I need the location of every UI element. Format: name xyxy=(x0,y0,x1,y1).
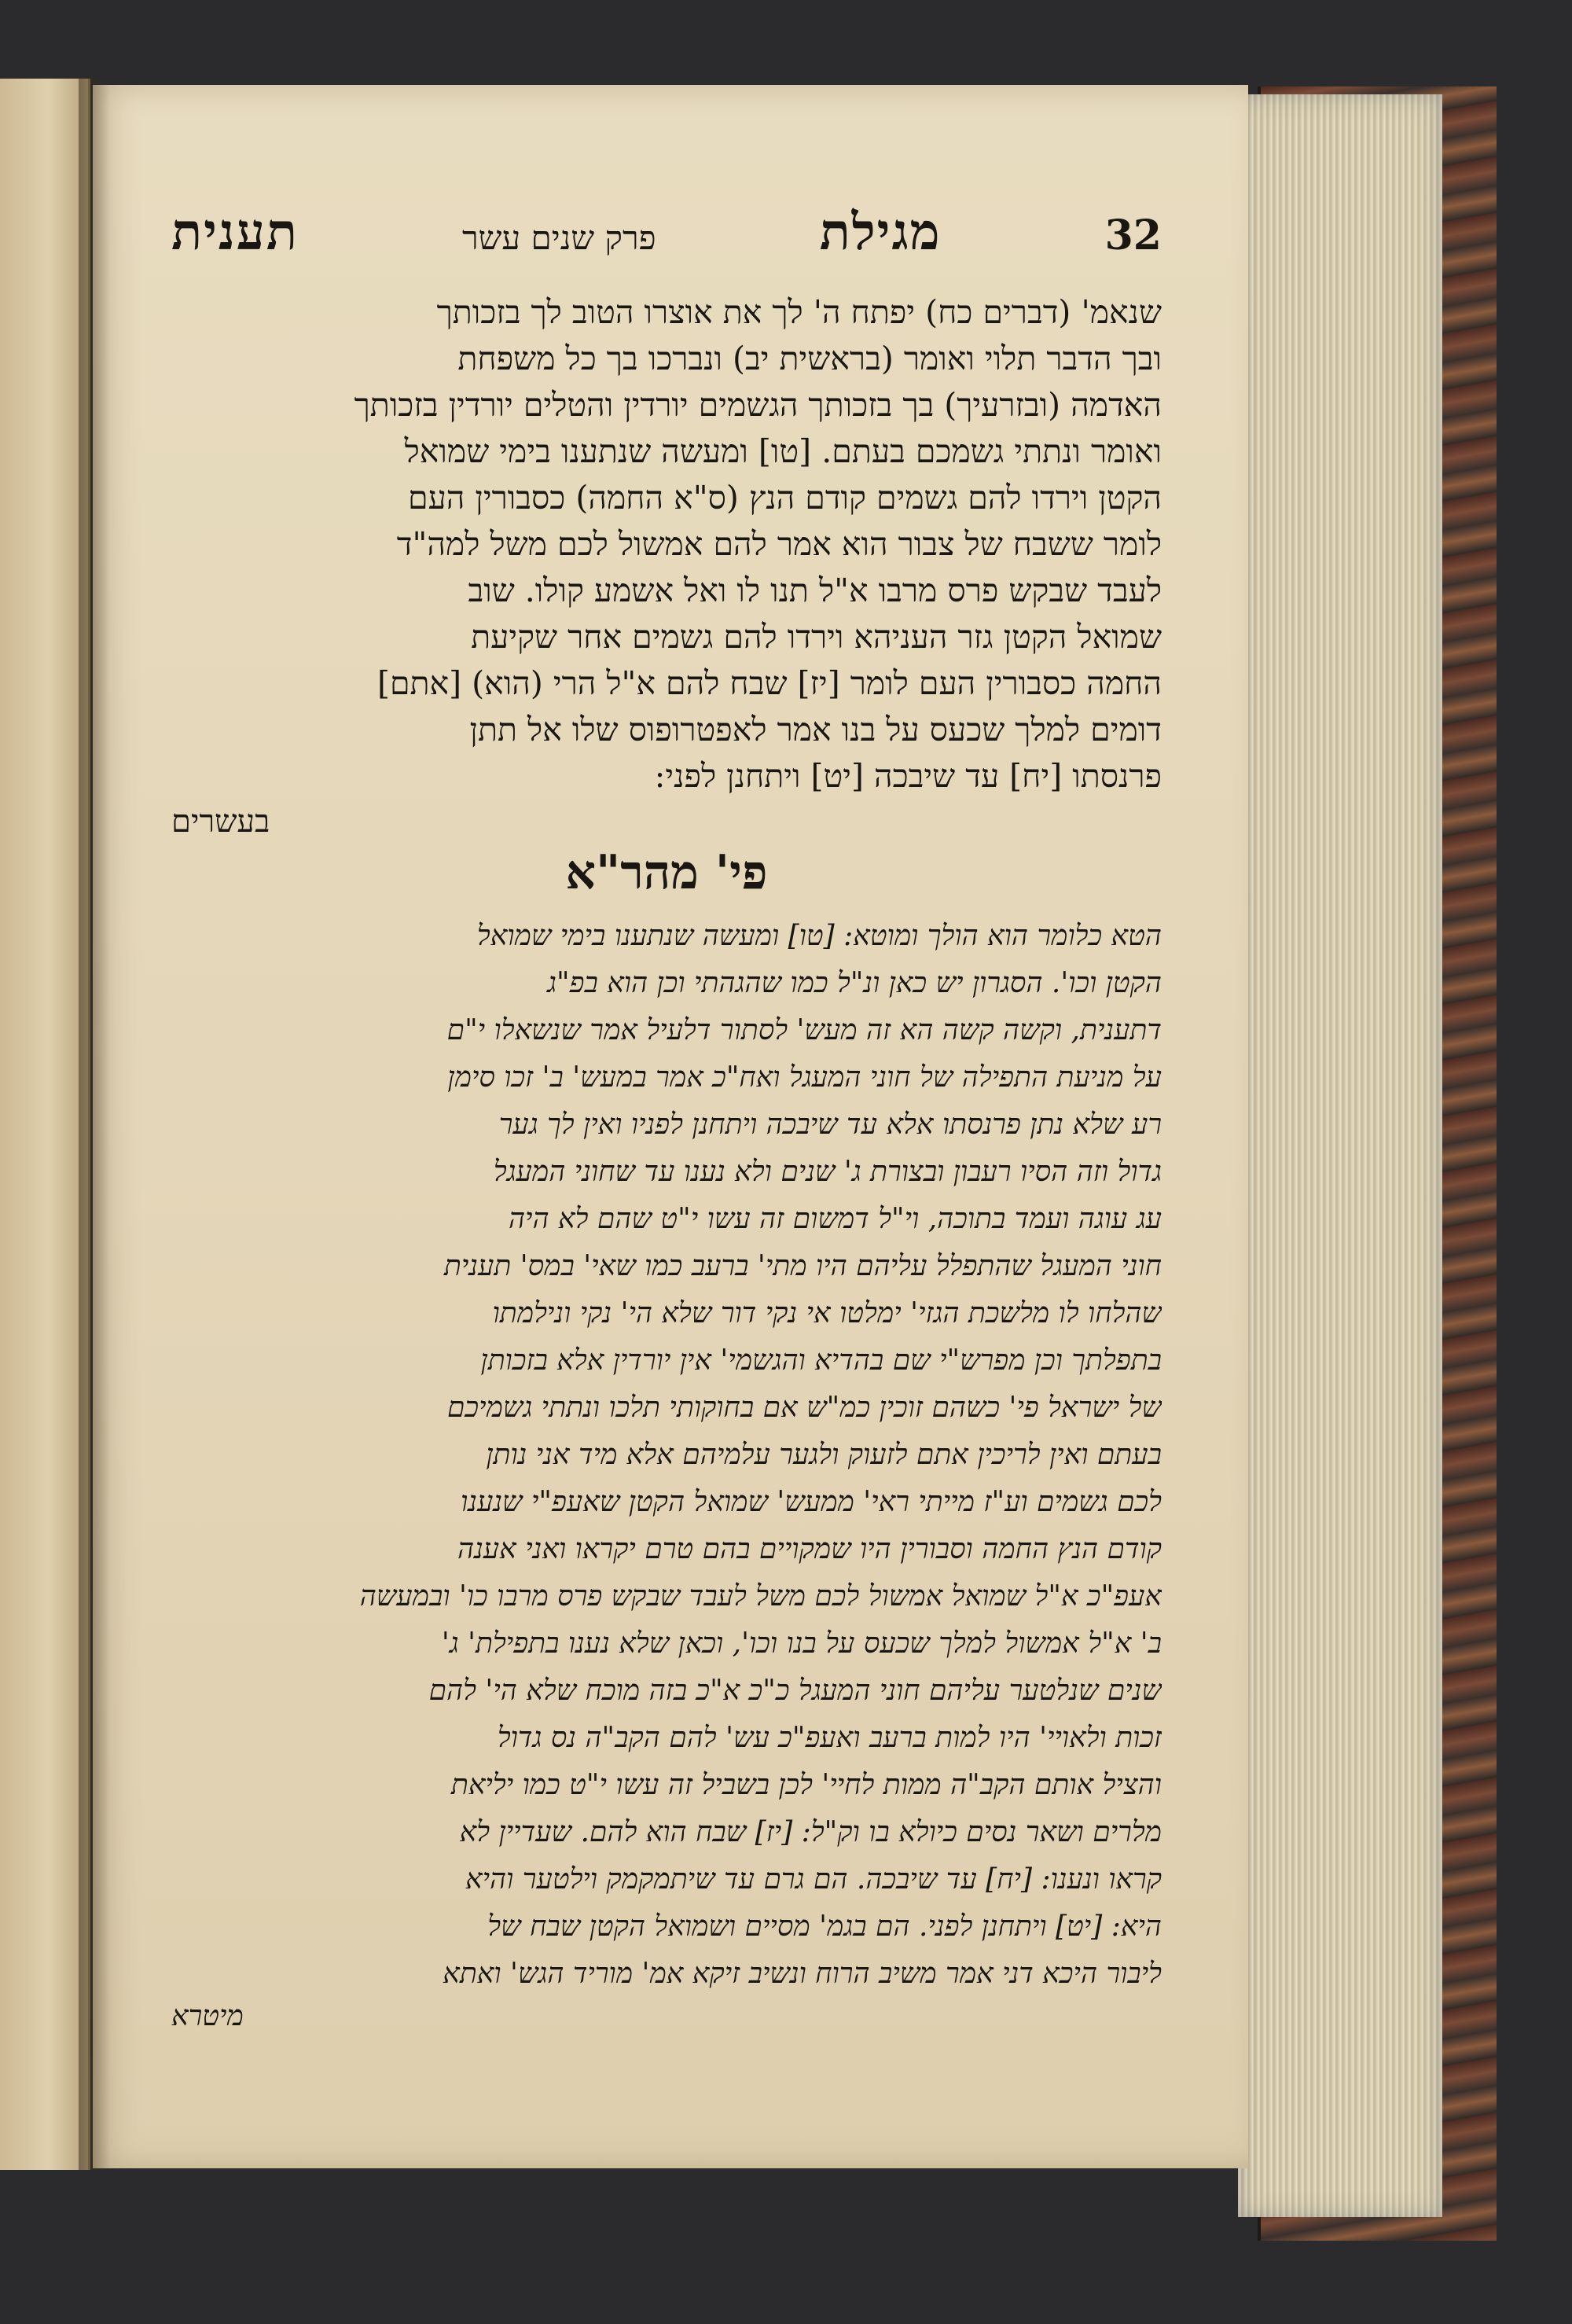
commentary-line: זכות ולאויי' היו למות ברעב ואעפ"כ עש' להם הקב"ה נס גדול xyxy=(497,1722,1162,1754)
commentary-line: קודם הנץ החמה וסבורין היו שמקויים בהם טרם יקראו ואני אענה xyxy=(457,1533,1162,1565)
main-text-line: שנאמ' (דברים כח) יפתח ה' לך את אוצרו הטוב לך בזכותך xyxy=(436,293,1162,331)
commentary-heading: פי' מהר"א xyxy=(565,845,768,900)
commentary-line: קראו ונענו: [יח] עד שיבכה. הם גרם עד שיתמקמק וילטער והיא xyxy=(465,1863,1162,1896)
spine-shadow xyxy=(79,79,110,2170)
main-text-line: הקטן וירדו להם גשמים קודם הנץ (ס"א החמה) כסבורין העם xyxy=(407,479,1162,517)
commentary-line: והציל אותם הקב"ה ממות לחיי' לכן בשביל זה עשו י"ט כמו יליאת xyxy=(450,1769,1162,1801)
commentary-line: בעתם ואין לריכין אתם לזעוק ולגער עלמיהם אלא מיד אני נותן xyxy=(486,1439,1162,1471)
book-page xyxy=(93,85,1248,2168)
main-text-line: ואומר ונתתי גשמכם בעתם. [טו] ומעשה שנתענו בימי שמואל xyxy=(404,432,1162,470)
main-text-line: לעבד שבקש פרס מרבו א"ל תנו לו ואל אשמע קולו. שוב xyxy=(468,572,1162,609)
commentary-line: עג עוגה ועמד בתוכה, וי"ל דמשום זה עשו י"ט שהם לא היה xyxy=(508,1203,1162,1235)
page-content xyxy=(171,203,1162,2032)
commentary-line: חוני המעגל שהתפלל עליהם היו מתי' ברעב כמו שאי' במס' תענית xyxy=(443,1250,1162,1282)
main-text-line: ובך הדבר תלוי ואומר (בראשית יב) ונברכו בך כל משפחת xyxy=(457,340,1162,377)
running-head xyxy=(171,203,1162,274)
commentary-line: על מניעת התפילה של חוני המעגל ואח"כ אמר במעש' ב' זכו סימן xyxy=(447,1061,1162,1094)
commentary-text-block xyxy=(171,913,1162,1998)
title-taanit: תענית xyxy=(171,203,299,262)
commentary-line: הקטן וכו'. הסגרון יש כאן ונ"ל כמו שהגהתי וכן הוא בפ"ג xyxy=(547,967,1162,999)
previous-page-edge xyxy=(0,79,90,2170)
main-text-line: החמה כסבורין העם לומר [יז] שבח להם א"ל הרי (הוא) [אתם] xyxy=(376,664,1162,702)
main-text-line: דומים למלך שכעס על בנו אמר לאפטרופוס שלו אל תתן xyxy=(469,711,1162,748)
main-text-line: שמואל הקטן גזר העניהא וירדו להם גשמים אחר שקיעת xyxy=(471,618,1162,656)
commentary-line: דתענית, וקשה קשה הא זה מעש' לסתור דלעיל אמר שנשאלו י"ם xyxy=(446,1014,1162,1046)
commentary-line: היא: [יט] ויתחנן לפני. הם בגמ' מסיים ושמואל הקטן שבח של xyxy=(487,1910,1162,1943)
title-megillat: מגילת xyxy=(819,203,942,262)
main-text-line: לומר ששבח של צבור הוא אמר להם אמשול לכם משל למה"ד xyxy=(396,525,1162,563)
catchword-commentary: מיטרא xyxy=(171,2000,244,2032)
catchword-main: בעשרים xyxy=(171,803,270,840)
commentary-line: מלרים ושאר נסים כיולא בו וק"ל: [יז] שבח הוא להם. שעדיין לא xyxy=(459,1816,1162,1848)
commentary-line: גדול וזה הסיו רעבון ובצורת ג' שנים ולא נענו עד שחוני המעגל xyxy=(493,1156,1162,1188)
main-text-block xyxy=(171,289,1162,800)
commentary-line: של ישראל פי' כשהם זוכין כמ"ש אם בחוקותי תלכו ונתתי גשמיכם xyxy=(447,1392,1162,1424)
commentary-line: שנים שנלטער עליהם חוני המעגל כ"כ א"כ בזה מוכח שלא הי' להם xyxy=(428,1675,1162,1707)
commentary-line: בתפלתך וכן מפרש"י שם בהדיא והגשמי' אין יורדין אלא בזכותן xyxy=(480,1344,1162,1377)
main-text-line: פרנסתו [יח] עד שיבכה [יט] ויתחנן לפני: xyxy=(654,757,1162,795)
commentary-line: ב' א"ל אמשול למלך שכעס על בנו וכו', וכאן שלא נענו בתפילת' ג' xyxy=(441,1627,1162,1660)
commentary-line: לכם גשמים וע"ז מייתי ראי' ממעש' שמואל הקטן שאעפ"י שנענו xyxy=(461,1486,1162,1518)
chapter-label: פרק שנים עשר xyxy=(462,219,656,257)
commentary-line: הטא כלומר הוא הולך ומוטא: [טו] ומעשה שנתענו בימי שמואל xyxy=(476,920,1162,952)
commentary-line: רע שלא נתן פרנסתו אלא עד שיבכה ויתחנן לפניו ואין לך גער xyxy=(498,1109,1162,1141)
page-block-edges xyxy=(1238,94,1442,2217)
main-text-line: האדמה (ובזרעיך) בך בזכותך הגשמים יורדין והטלים יורדין בזכותך xyxy=(354,386,1162,424)
page-number: 32 xyxy=(1104,211,1162,259)
commentary-line: ליבור היכא דני אמר משיב הרוח ונשיב זיקא אמ' מוריד הגש' ואתא xyxy=(443,1958,1162,1990)
commentary-line: אעפ"כ א"ל שמואל אמשול לכם משל לעבד שבקש פרס מרבו כו' ובמעשה xyxy=(359,1580,1162,1612)
commentary-line: שהלחו לו מלשכת הגזי' ימלטו אי נקי דור שלא הי' נקי ונילמתו xyxy=(492,1297,1162,1329)
